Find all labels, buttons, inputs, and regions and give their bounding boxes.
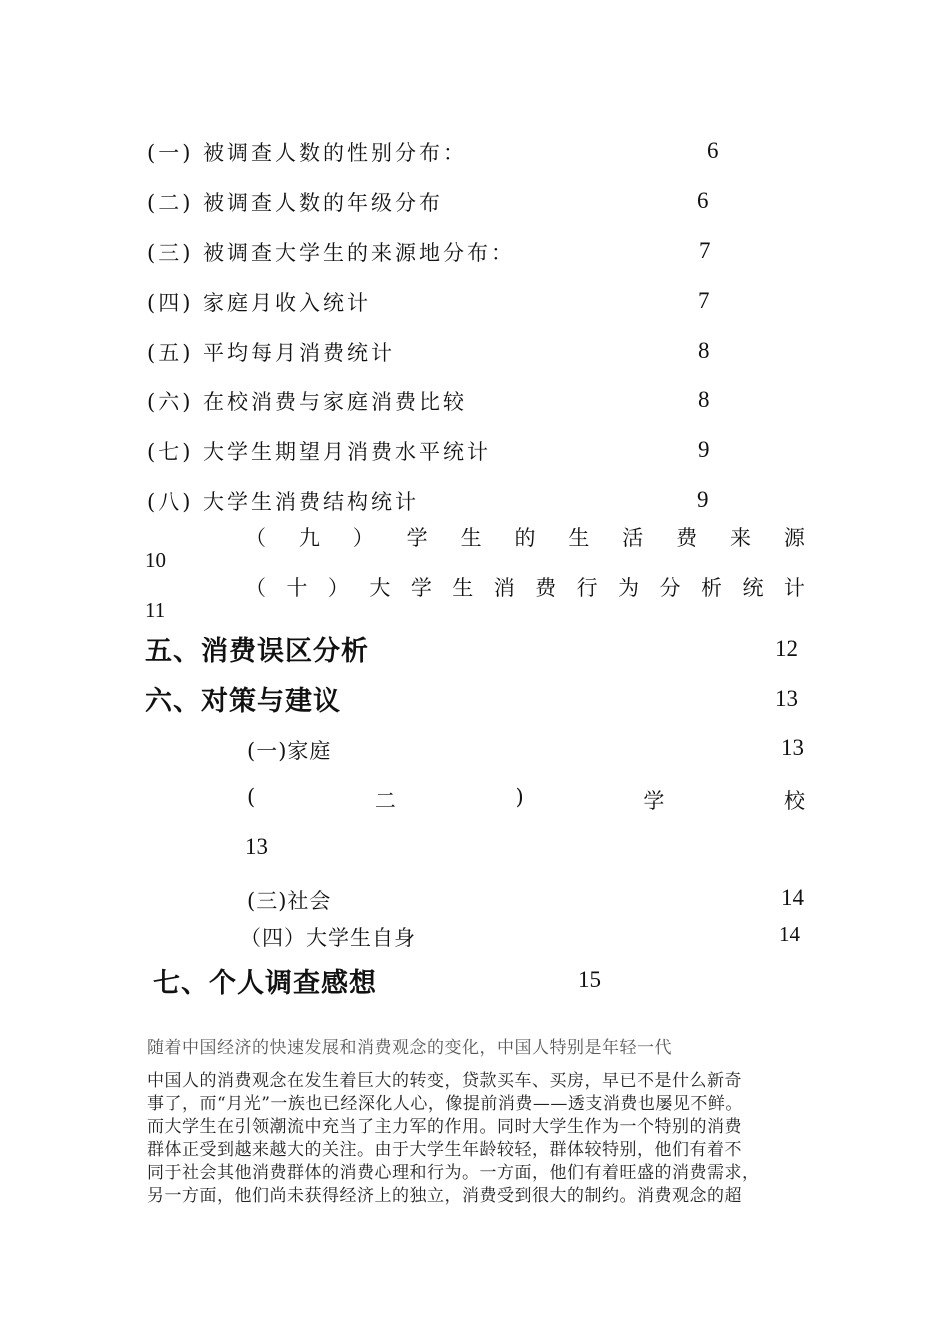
paragraph-line: 而大学生在引领潮流中充当了主力军的作用。同时大学生作为一个特别的消费	[147, 1117, 742, 1137]
toc-subentry-label: (三)社会	[247, 889, 332, 913]
toc-entry[interactable]	[147, 137, 467, 167]
toc-entry-page: 7	[698, 288, 710, 313]
toc-char: 十	[286, 576, 308, 600]
toc-entry-page: 7	[699, 238, 711, 263]
toc-entry[interactable]	[147, 486, 419, 516]
toc-char: 费	[535, 576, 557, 600]
paragraph-line: 中国人的消费观念在发生着巨大的转变，贷款买车、买房，早已不是什么新奇	[147, 1071, 742, 1091]
toc-char: ）	[352, 526, 374, 550]
toc-char: 生	[460, 526, 482, 550]
toc-char: （	[245, 576, 266, 600]
toc-entry-spread[interactable]	[247, 785, 805, 815]
toc-char: 学	[406, 526, 428, 550]
toc-char: 二	[374, 789, 396, 813]
paragraph-line: 群体正受到越来越大的关注。由于大学生年龄较轻，群体较特别，他们有着不	[147, 1140, 742, 1160]
toc-entry[interactable]	[147, 337, 395, 367]
toc-char: 源	[783, 526, 805, 550]
toc-subentry-page: 13	[781, 735, 804, 760]
toc-entry-spread[interactable]	[245, 522, 805, 552]
toc-subentry[interactable]	[247, 735, 331, 765]
toc-section-heading[interactable]: 七、个人调查感想	[153, 968, 377, 999]
toc-entry[interactable]	[147, 187, 443, 217]
toc-char: 为	[618, 576, 640, 600]
toc-section-page: 12	[775, 636, 798, 661]
toc-entry-page: 9	[697, 487, 709, 512]
toc-entry-page: 8	[698, 387, 710, 412]
toc-subentry-page: 13	[245, 834, 268, 859]
toc-char: 学	[643, 789, 665, 813]
toc-entry-label: (六) 在校消费与家庭消费比较	[147, 390, 468, 414]
toc-subentry-page: 14	[779, 922, 800, 946]
cut-off-text: 随着中国经济的快速发展和消费观念的变化，中国人特别是年轻一代	[147, 1038, 672, 1058]
toc-entry-label: (五) 平均每月消费统计	[147, 341, 396, 365]
toc-char: 的	[514, 526, 536, 550]
toc-entry[interactable]	[147, 386, 467, 416]
toc-entry-page: 9	[698, 437, 710, 462]
toc-entry-page: 11	[145, 598, 166, 622]
toc-entry-page: 6	[707, 138, 719, 163]
toc-char: 生	[568, 526, 590, 550]
toc-char: 生	[452, 576, 474, 600]
toc-subentry-label: (一)家庭	[247, 739, 332, 763]
toc-entry[interactable]	[147, 237, 515, 267]
toc-char: 九	[298, 526, 320, 550]
body-paragraph	[147, 1070, 823, 1208]
toc-entry-label: (七) 大学生期望月消费水平统计	[147, 440, 492, 464]
toc-section-heading[interactable]: 五、消费误区分析	[145, 636, 369, 667]
toc-subentry[interactable]	[240, 922, 416, 952]
toc-char: 大	[369, 576, 391, 600]
toc-char: 来	[730, 526, 752, 550]
toc-char: 行	[576, 576, 598, 600]
toc-char: 计	[783, 576, 805, 600]
toc-char: 校	[783, 789, 805, 813]
toc-char: 费	[676, 526, 698, 550]
cut-off-line	[147, 1038, 823, 1066]
toc-entry-label: (一) 被调查人数的性别分布：	[147, 141, 468, 165]
toc-subentry-page: 14	[781, 885, 804, 910]
paragraph-line: 同于社会其他消费群体的消费心理和行为。一方面，他们有着旺盛的消费需求，	[147, 1163, 760, 1183]
toc-entry-spread[interactable]	[245, 572, 805, 602]
toc-entry-label: (四) 家庭月收入统计	[147, 291, 372, 315]
toc-entry[interactable]	[147, 287, 371, 317]
toc-section-page: 13	[775, 686, 798, 711]
toc-char: 消	[493, 576, 515, 600]
toc-entry-label: (二) 被调查人数的年级分布	[147, 191, 444, 215]
toc-char: )	[515, 785, 524, 809]
toc-char: 学	[410, 576, 432, 600]
toc-section-page: 15	[578, 967, 601, 992]
toc-entry-label: (三) 被调查大学生的来源地分布：	[147, 241, 516, 265]
toc-char: (	[247, 785, 256, 809]
toc-char: （	[245, 526, 266, 550]
toc-char: ）	[327, 576, 349, 600]
toc-entry-page: 8	[698, 338, 710, 363]
toc-char: 析	[700, 576, 722, 600]
toc-char: 分	[659, 576, 681, 600]
toc-entry-page: 6	[697, 188, 709, 213]
paragraph-line: 事了，而“月光”一族也已经深化人心，像提前消费——透支消费也屡见不鲜。	[147, 1094, 743, 1114]
toc-char: 活	[622, 526, 644, 550]
toc-entry-label: (八) 大学生消费结构统计	[147, 490, 420, 514]
toc-char: 统	[742, 576, 764, 600]
toc-subentry-label: （四）大学生自身	[240, 926, 416, 950]
toc-section-heading[interactable]: 六、对策与建议	[145, 686, 341, 717]
toc-subentry[interactable]	[247, 885, 331, 915]
toc-entry[interactable]	[147, 436, 491, 466]
toc-entry-page: 10	[145, 548, 166, 572]
paragraph-line: 另一方面，他们尚未获得经济上的独立，消费受到很大的制约。消费观念的超	[147, 1186, 742, 1206]
